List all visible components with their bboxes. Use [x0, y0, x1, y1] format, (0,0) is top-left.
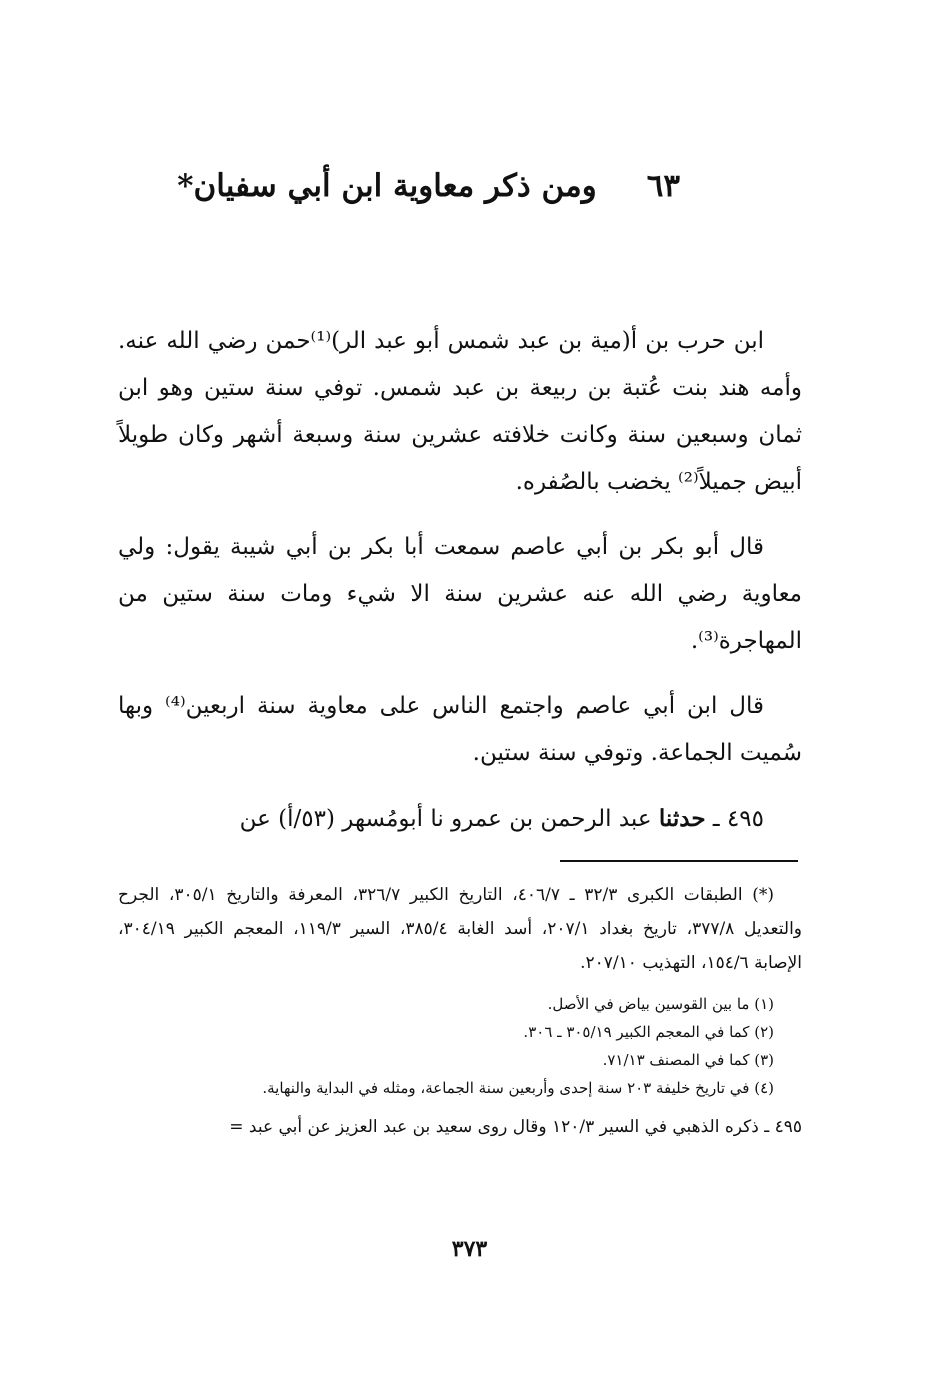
chapter-number: ٦٣	[646, 168, 680, 204]
footnote-item: (٤) في تاريخ خليفة ٢٠٣ سنة إحدى وأربعين سنة الجماعة، ومثله في البداية والنهاية.	[262, 1079, 774, 1097]
paragraph: ابن حرب بن أ(مية بن عبد شمس أبو عبد الر)⁽¹⁾حمن رضي الله عنه. وأمه هند بنت عُتبة بن ربيعة بن عبد شمس. توفي سنة ستين وهو ابن ثمان وسبعين سنة وكانت خلافته عشرين سنة وسبعة أشهر وكان طويلاً أبيض جميلاً⁽²⁾ يخضب بالصُفره.	[118, 328, 802, 495]
footnote-sources: (*) الطبقات الكبرى ٣٢/٣ ـ ٤٠٦/٧، التاريخ الكبير ٣٢٦/٧، المعرفة والتاريخ ٣٠٥/١، الجرح والتعديل ٣٧٧/٨، تاريخ بغداد ٢٠٧/١، أسد الغابة ٣٨٥/٤، السير ١١٩/٣، المعجم الكبير ٣٠٤/١٩، الإصابة ١٥٤/٦، التهذيب ٢٠٧/١٠.	[118, 885, 802, 973]
hadith-text: عبد الرحمن بن عمرو نا أبومُسهر (٥٣/أ) عن	[239, 806, 652, 832]
hadith-number: ٤٩٥ ـ	[712, 806, 764, 832]
footnote-hadith-note: ٤٩٥ ـ ذكره الذهبي في السير ١٢٠/٣ وقال روى سعيد بن عبد العزيز عن أبي عبد =	[229, 1117, 802, 1137]
paragraph: قال أبو بكر بن أبي عاصم سمعت أبا بكر بن أبي شيبة يقول: ولي معاوية رضي الله عنه عشرين سنة الا شيء ومات سنة ستين من المهاجرة⁽³⁾.	[118, 534, 802, 654]
footnote-divider	[560, 860, 798, 862]
chapter-title: ومن ذكر معاوية ابن أبي سفيان*	[177, 168, 597, 204]
footnote-item: (٢) كما في المعجم الكبير ٣٠٥/١٩ ـ ٣٠٦.	[523, 1023, 774, 1041]
main-text	[118, 318, 802, 855]
hadith-paragraph	[118, 795, 802, 843]
chapter-heading	[120, 168, 680, 204]
paragraph: قال ابن أبي عاصم واجتمع الناس على معاوية سنة اربعين⁽⁴⁾ وبها سُميت الجماعة. وتوفي سنة ستين.	[118, 693, 802, 766]
page-number: ٣٧٣	[451, 1236, 488, 1262]
footnotes	[118, 878, 802, 1144]
footnote-item: (٣) كما في المصنف ٧١/١٣.	[602, 1051, 774, 1069]
hadith-keyword: حدثنا	[658, 805, 706, 832]
footnote-item: (١) ما بين القوسين بياض في الأصل.	[547, 995, 774, 1013]
